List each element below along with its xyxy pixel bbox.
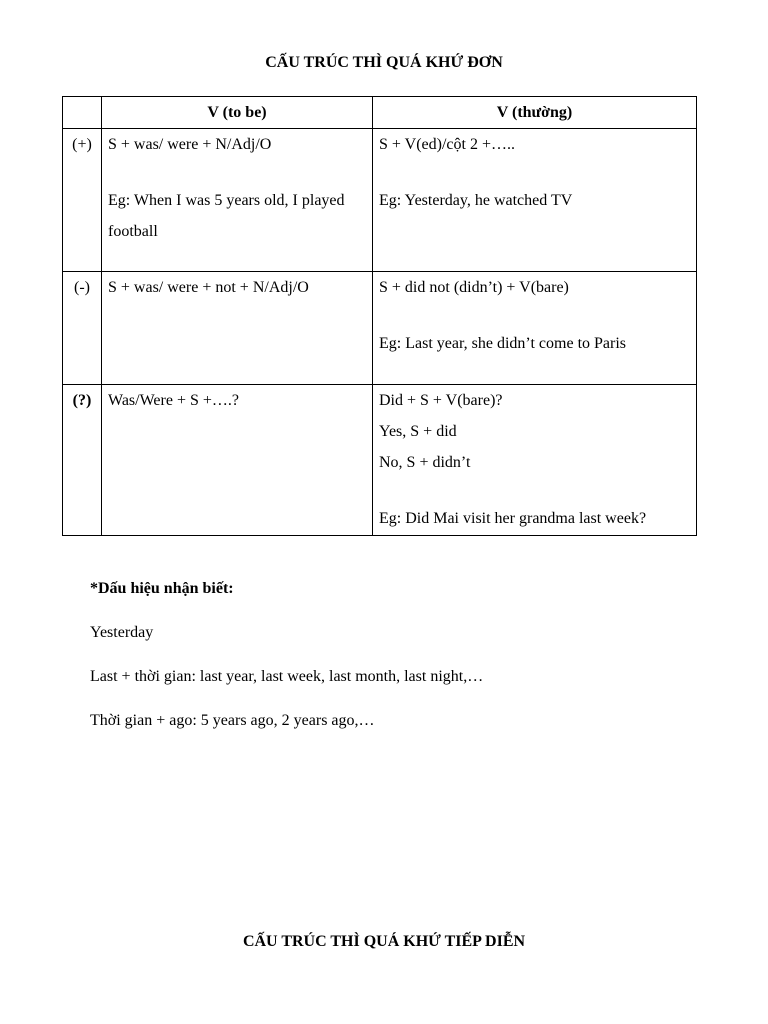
cell-affirmative-regular bbox=[373, 129, 697, 272]
table-row-question bbox=[63, 385, 697, 536]
signal-words-heading: *Dấu hiệu nhận biết: bbox=[90, 580, 234, 597]
example-text: Eg: Did Mai visit her grandma last week? bbox=[379, 510, 647, 527]
sign-negative: (-) bbox=[63, 272, 102, 385]
table-row-negative bbox=[63, 272, 697, 385]
answer-no-text: No, S + didn’t bbox=[379, 454, 471, 471]
sign-affirmative: (+) bbox=[63, 129, 102, 272]
cell-negative-to-be bbox=[102, 272, 373, 385]
example-text: Eg: When I was 5 years old, I played football bbox=[108, 192, 345, 240]
signal-words-section bbox=[90, 578, 710, 754]
header-sign bbox=[63, 97, 102, 129]
next-section-title: CẤU TRÚC THÌ QUÁ KHỨ TIẾP DIỄN bbox=[242, 933, 526, 950]
signal-word-item: Thời gian + ago: 5 years ago, 2 years ago,… bbox=[90, 712, 375, 729]
table-row-affirmative bbox=[63, 129, 697, 272]
table-header-row bbox=[63, 97, 697, 129]
cell-question-to-be bbox=[102, 385, 373, 536]
formula-text: Was/Were + S +….? bbox=[108, 392, 239, 409]
signal-word-item: Yesterday bbox=[90, 624, 154, 641]
example-text: Eg: Yesterday, he watched TV bbox=[379, 192, 573, 209]
grammar-table bbox=[62, 96, 697, 536]
formula-text: Did + S + V(bare)? bbox=[379, 392, 503, 409]
answer-yes-text: Yes, S + did bbox=[379, 423, 457, 440]
sign-question: (?) bbox=[63, 385, 102, 536]
formula-text: S + was/ were + N/Adj/O bbox=[108, 136, 272, 153]
cell-question-regular bbox=[373, 385, 697, 536]
example-text: Eg: Last year, she didn’t come to Paris bbox=[379, 335, 627, 352]
cell-affirmative-to-be bbox=[102, 129, 373, 272]
formula-text: S + did not (didn’t) + V(bare) bbox=[379, 279, 569, 296]
formula-text: S + was/ were + not + N/Adj/O bbox=[108, 279, 309, 296]
header-to-be: V (to be) bbox=[102, 97, 373, 129]
cell-negative-regular bbox=[373, 272, 697, 385]
header-regular-verb: V (thường) bbox=[373, 97, 697, 129]
page-title: CẤU TRÚC THÌ QUÁ KHỨ ĐƠN bbox=[265, 54, 503, 71]
formula-text: S + V(ed)/cột 2 +….. bbox=[379, 136, 515, 153]
signal-word-item: Last + thời gian: last year, last week, last month, last night,… bbox=[90, 668, 484, 685]
